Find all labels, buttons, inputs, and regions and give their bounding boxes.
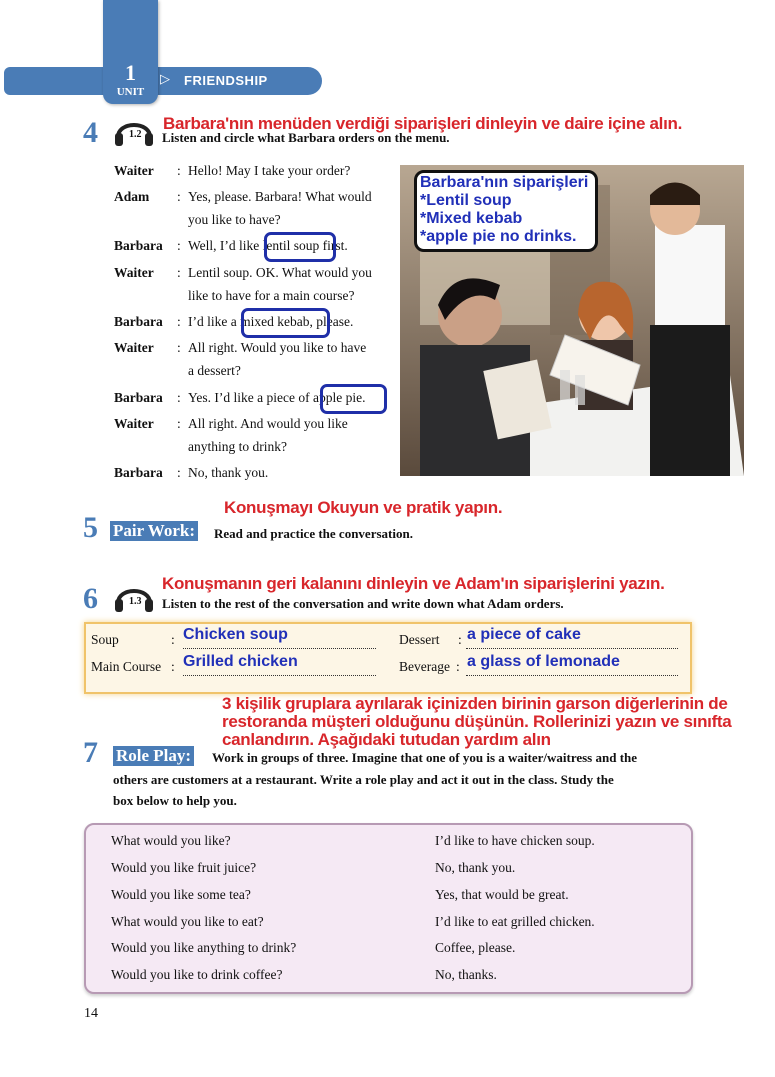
answer-text: a glass of lemonade	[467, 653, 620, 670]
chevron-right-icon: ▷	[160, 72, 170, 87]
dialogue-line: Yes, please. Barbara! What would	[188, 189, 372, 204]
order-label: Main Course	[91, 659, 162, 674]
answer-text: a piece of cake	[467, 626, 581, 643]
section-4-number: 4	[83, 116, 98, 149]
dialogue-line: All right. Would you like to have	[188, 340, 367, 355]
answer: Yes, that would be great.	[435, 887, 569, 902]
dialogue-line: No, thank you.	[188, 465, 269, 480]
speaker: Waiter	[114, 416, 154, 431]
colon: :	[177, 163, 181, 178]
text: Well, I’d like	[188, 238, 263, 253]
unit-word: UNIT	[116, 86, 145, 98]
speaker: Waiter	[114, 265, 154, 280]
instruction: Listen to the rest of the conversation and write down what Adam orders.	[162, 596, 564, 611]
instruction: box below to help you.	[113, 793, 237, 808]
speaker: Waiter	[114, 340, 154, 355]
question: Would you like fruit juice?	[111, 860, 257, 875]
track-number: 1.2	[129, 129, 142, 140]
text: please.	[312, 314, 354, 329]
colon: :	[177, 265, 181, 280]
text: I’d like a	[188, 314, 241, 329]
section-5-number: 5	[83, 511, 98, 544]
colon: :	[177, 340, 181, 355]
colon: :	[456, 659, 460, 674]
text: Yes. I’d like a piece of	[188, 390, 313, 405]
instruction: Listen and circle what Barbara orders on the menu.	[162, 130, 450, 145]
turkish-note: Barbara'nın menüden verdiği siparişleri dinleyin ve daire içine alın.	[163, 114, 683, 133]
dialogue-line: Hello! May I take your order?	[188, 163, 351, 178]
turkish-note: 3 kişilik gruplara ayrılarak içinizden birinin garson diğerlerinin de	[222, 694, 728, 713]
track-number: 1.3	[129, 596, 142, 607]
instruction: Work in groups of three. Imagine that one of you is a waiter/waitress and the	[212, 750, 638, 765]
circled-item: apple pie.	[312, 390, 366, 405]
colon: :	[177, 238, 181, 253]
colon: :	[458, 632, 462, 647]
speaker: Waiter	[114, 163, 154, 178]
section-6-number: 6	[83, 582, 98, 615]
dialogue-line: like to have for a main course?	[188, 288, 355, 303]
colon: :	[171, 659, 175, 674]
circled-item: mixed kebab,	[240, 314, 313, 329]
answer: Coffee, please.	[435, 940, 516, 955]
colon: :	[177, 465, 181, 480]
question: Would you like anything to drink?	[111, 940, 297, 955]
dialogue-line: a dessert?	[188, 363, 241, 378]
answer-text: Chicken soup	[183, 626, 288, 643]
instruction: others are customers at a restaurant. Write a role play and act it out in the class. Study the	[113, 772, 614, 787]
callout-line: *apple pie no drinks.	[420, 228, 577, 245]
order-label: Soup	[91, 632, 119, 647]
order-label: Beverage	[399, 659, 450, 674]
role-play-label: Role Play:	[113, 746, 194, 766]
text: first.	[319, 238, 348, 253]
callout-line: Barbara'nın siparişleri	[420, 174, 589, 191]
dialogue-line: Lentil soup. OK. What would you	[188, 265, 372, 280]
colon: :	[177, 189, 181, 204]
answer: No, thanks.	[435, 967, 497, 982]
dialogue-line: All right. And would you like	[188, 416, 348, 431]
section-7-number: 7	[83, 736, 98, 769]
dialogue-line: you like to have?	[188, 212, 281, 227]
colon: :	[177, 390, 181, 405]
answer: I’d like to have chicken soup.	[435, 833, 595, 848]
speaker: Adam	[114, 189, 150, 204]
question: Would you like some tea?	[111, 887, 251, 902]
page-number: 14	[84, 1006, 98, 1021]
speaker: Barbara	[114, 314, 163, 329]
unit-number: 1	[125, 60, 136, 85]
turkish-note: Konuşmanın geri kalanını dinleyin ve Adam'ın siparişlerini yazın.	[162, 574, 665, 593]
answer: I’d like to eat grilled chicken.	[435, 914, 595, 929]
question: Would you like to drink coffee?	[111, 967, 283, 982]
turkish-note: canlandırın. Aşağıdaki tutudan yardım alın	[222, 730, 551, 749]
unit-title: FRIENDSHIP	[184, 73, 268, 88]
colon: :	[177, 416, 181, 431]
turkish-note: Konuşmayı Okuyun ve pratik yapın.	[224, 498, 503, 517]
answer-circle	[264, 232, 336, 262]
dialogue-line: anything to drink?	[188, 439, 287, 454]
callout-line: *Mixed kebab	[420, 210, 523, 227]
turkish-note: restoranda müşteri olduğunu düşünün. Rollerinizi yazın ve sınıfta	[222, 712, 732, 731]
order-label: Dessert	[399, 632, 440, 647]
question: What would you like to eat?	[111, 914, 264, 929]
pair-work-label: Pair Work:	[110, 521, 198, 541]
question: What would you like?	[111, 833, 231, 848]
speaker: Barbara	[114, 238, 163, 253]
callout-line: *Lentil soup	[420, 192, 512, 209]
answer-circle	[320, 384, 387, 414]
answer-text: Grilled chicken	[183, 653, 298, 670]
colon: :	[171, 632, 175, 647]
circled-item: lentil soup	[262, 238, 320, 253]
answer-circle	[241, 308, 330, 338]
speaker: Barbara	[114, 465, 163, 480]
speaker: Barbara	[114, 390, 163, 405]
answer: No, thank you.	[435, 860, 516, 875]
instruction: Read and practice the conversation.	[214, 526, 413, 541]
colon: :	[177, 314, 181, 329]
